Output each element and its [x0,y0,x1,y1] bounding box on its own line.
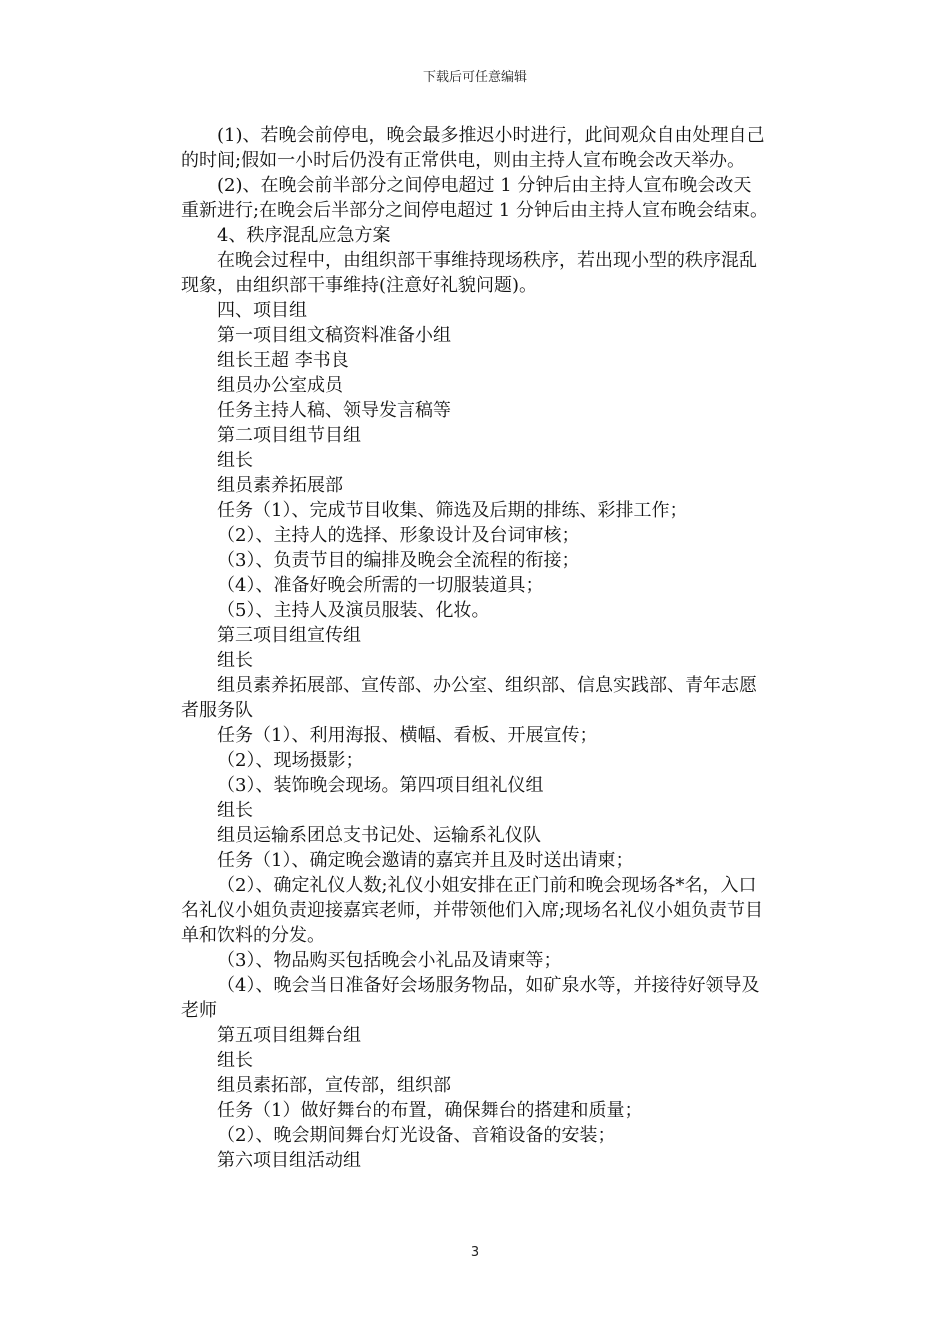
paragraph: (1)、若晚会前停电，晚会最多推迟小时进行，此间观众自由处理自己的时间;假如一小时后仍没有正常供电，则由主持人宣布晚会改天举办。 [181,125,765,171]
paragraph: 组员素养拓展部 [217,475,343,496]
paragraph: 第五项目组舞台组 [217,1025,361,1046]
paragraph: （3）、物品购买包括晚会小礼品及请柬等； [217,950,562,971]
paragraph: 任务（1）、确定晚会邀请的嘉宾并且及时送出请柬； [217,850,634,871]
document-body [181,123,769,1173]
paragraph: 组长 [217,650,253,671]
paragraph: （2）、现场摄影； [217,750,364,771]
paragraph: 第二项目组节目组 [217,425,361,446]
paragraph: （4）、准备好晚会所需的一切服装道具； [217,575,544,596]
paragraph: （2）、确定礼仪人数;礼仪小姐安排在正门前和晚会现场各*名，入口名礼仪小姐负责迎接嘉宾老师，并带领他们入席;现场名礼仪小姐负责节目单和饮料的分发。 [181,875,764,946]
paragraph: 组长 [217,1050,253,1071]
paragraph: 任务（1）、完成节目收集、筛选及后期的排练、彩排工作； [217,500,688,521]
paragraph: (2)、在晚会前半部分之间停电超过 1 分钟后由主持人宣布晚会改天重新进行;在晚会后半部分之间停电超过 1 分钟后由主持人宣布晚会结束。 [181,175,768,221]
paragraph: （3）、负责节目的编排及晚会全流程的衔接； [217,550,580,571]
page-header: 下载后可任意编辑 [422,70,527,85]
paragraph: 组员素养拓展部、宣传部、办公室、组织部、信息实践部、青年志愿者服务队 [181,675,757,721]
paragraph: 第三项目组宣传组 [217,625,361,646]
paragraph: （5）、主持人及演员服装、化妆。 [217,600,490,621]
section-heading: 四、项目组 [217,300,307,321]
paragraph: 组员素拓部，宣传部，组织部 [217,1075,451,1096]
paragraph: 任务（1）、利用海报、横幅、看板、开展宣传； [217,725,598,746]
paragraph: 组长 [217,800,253,821]
paragraph: 组员运输系团总支书记处、运输系礼仪队 [217,825,541,846]
paragraph: 第一项目组文稿资料准备小组 [217,325,451,346]
paragraph: 组员办公室成员 [217,375,343,396]
paragraph: 4、秩序混乱应急方案 [217,225,391,246]
paragraph: （2）、主持人的选择、形象设计及台词审核； [217,525,580,546]
paragraph: 在晚会过程中，由组织部干事维持现场秩序，若出现小型的秩序混乱现象，由组织部干事维持(注意好礼貌问题)。 [181,250,757,296]
page-number: 3 [470,1245,480,1260]
paragraph: （3）、装饰晚会现场。第四项目组礼仪组 [217,775,544,796]
paragraph: 组长王超 李书良 [217,350,349,371]
paragraph: 任务（1）做好舞台的布置，确保舞台的搭建和质量； [217,1100,643,1121]
paragraph: （2）、晚会期间舞台灯光设备、音箱设备的安装； [217,1125,616,1146]
paragraph: 任务主持人稿、领导发言稿等 [217,400,451,421]
paragraph: 组长 [217,450,253,471]
paragraph: （4）、晚会当日准备好会场服务物品，如矿泉水等，并接待好领导及老师 [181,975,760,1021]
paragraph: 第六项目组活动组 [217,1150,361,1171]
